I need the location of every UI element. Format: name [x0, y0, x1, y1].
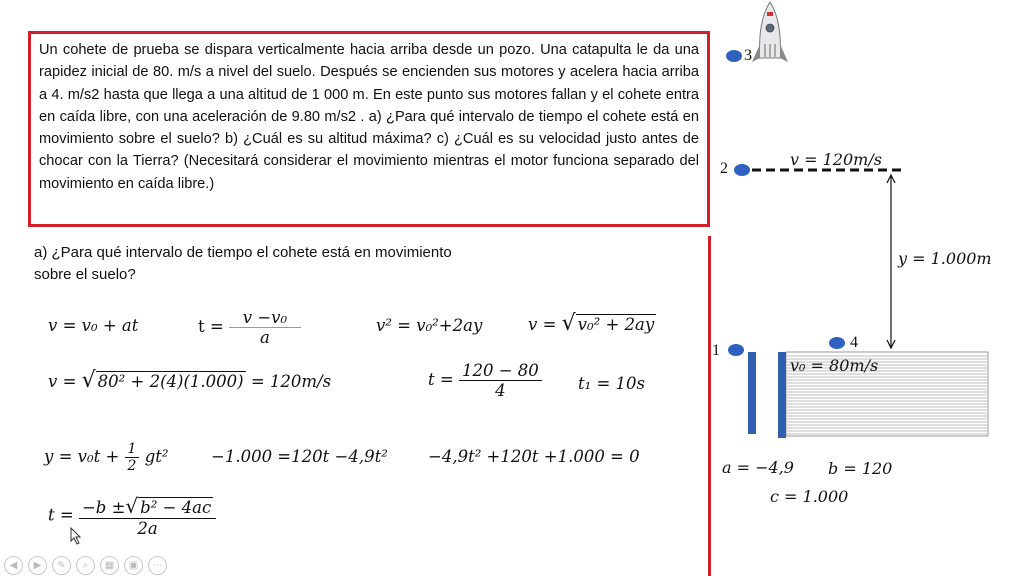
- equation-quadratic: −4,9t² +120t +1.000 = 0: [428, 447, 640, 466]
- quadratic-formula: t = $\frac{\text{−b ±√ b² − 4ac}}{2a}$: [48, 494, 216, 538]
- initial-velocity-label: v₀ = 80m/s: [790, 356, 879, 375]
- rocket-icon: [752, 2, 788, 62]
- quadratic-discriminant: b² − 4ac: [140, 498, 212, 517]
- time-fraction-num: v −v₀: [242, 308, 288, 327]
- t-numeric-num: 120 − 80: [461, 361, 539, 380]
- prev-slide-icon[interactable]: ◀: [4, 556, 23, 575]
- point-4-dot: [829, 337, 845, 349]
- slides-grid-icon[interactable]: ▦: [100, 556, 119, 575]
- half-num: 1: [127, 441, 137, 457]
- t-numeric-den: 4: [459, 380, 542, 400]
- half-den: 2: [125, 457, 140, 474]
- v-result: = 120m/s: [250, 372, 332, 391]
- mouse-cursor-icon: [70, 527, 82, 545]
- equation-v-squared: v² = v₀²+2ay: [376, 316, 483, 335]
- well-wall-right: [778, 352, 786, 438]
- pen-icon[interactable]: ✎: [52, 556, 71, 575]
- time-fraction-den: a: [229, 327, 301, 347]
- equation-v-sqrt: v = √ v₀² + 2ay: [528, 311, 655, 336]
- height-label: y = 1.000m: [898, 249, 992, 268]
- quadratic-num-pre: −b ±: [81, 498, 126, 517]
- more-options-icon[interactable]: ⋯: [148, 556, 167, 575]
- point-3-dot: [726, 50, 742, 62]
- point-2-label: 2: [720, 160, 728, 177]
- magnify-icon[interactable]: ⌕: [76, 556, 95, 575]
- quadratic-num: −b ±√ b² − 4ac: [81, 494, 212, 518]
- problem-text: Un cohete de prueba se dispara verticalmente hacia arriba desde un pozo. Una catapulta le da una rapidez inicial de 80. m/s a nivel del suelo. Después se encienden sus motores y acelera hacia arriba a 4. m/s2 hasta que llega a una altitud de 1 000 m. En este punto sus motores fallan y el cohete entra en caída libre, con una aceleración de 9.80 m/s2 . a) ¿Para qué intervalo de tiempo el cohete está en movimiento sobre el suelo? b) ¿Cuál es su altitud máxima? c) ¿Cuál es su velocidad justo antes de chocar con la Tierra? (Necesitará considerar el movimiento mientras el motor funciona separado del movimiento en caída libre.): [39, 42, 699, 192]
- position-lhs: y = v₀t +: [44, 447, 120, 466]
- top-velocity-label: v = 120m/s: [790, 150, 882, 169]
- equation-t-numeric: t = $\frac{120 - 80}{4}$: [428, 361, 542, 400]
- video-icon[interactable]: ▣: [124, 556, 143, 575]
- point-1-dot: [728, 344, 744, 356]
- equation-velocity-time: v = v₀ + at: [48, 316, 139, 335]
- coefficient-b: b = 120: [828, 459, 893, 478]
- equation-v-substituted: v = √ 80² + 2(4)(1.000) = 120m/s: [48, 368, 332, 393]
- quadratic-den: 2a: [79, 518, 216, 538]
- point-2-dot: [734, 164, 750, 176]
- point-1-label: 1: [712, 342, 720, 359]
- point-4-label: 4: [850, 334, 858, 351]
- point-3-label: 3: [744, 47, 752, 64]
- coefficient-a: a = −4,9: [722, 458, 794, 477]
- coefficient-c: c = 1.000: [770, 487, 849, 506]
- slide-player-controls: [4, 556, 167, 575]
- equation-substituted: −1.000 =120t −4,9t²: [211, 447, 388, 466]
- height-arrow: [887, 175, 895, 348]
- next-slide-icon[interactable]: ▶: [28, 556, 47, 575]
- equation-t1: t₁ = 10s: [578, 374, 646, 393]
- v-sqrt-radicand: v₀² + 2ay: [577, 315, 655, 334]
- position-rhs: gt²: [144, 447, 169, 466]
- equation-time-fraction: t = $\frac{\text{v −v₀}}{a}$: [198, 308, 301, 347]
- question-a: a) ¿Para qué intervalo de tiempo el cohete está en movimiento sobre el suelo?: [34, 244, 452, 283]
- well-wall-left: [748, 352, 756, 434]
- v-sub-radicand: 80² + 2(4)(1.000): [97, 372, 244, 391]
